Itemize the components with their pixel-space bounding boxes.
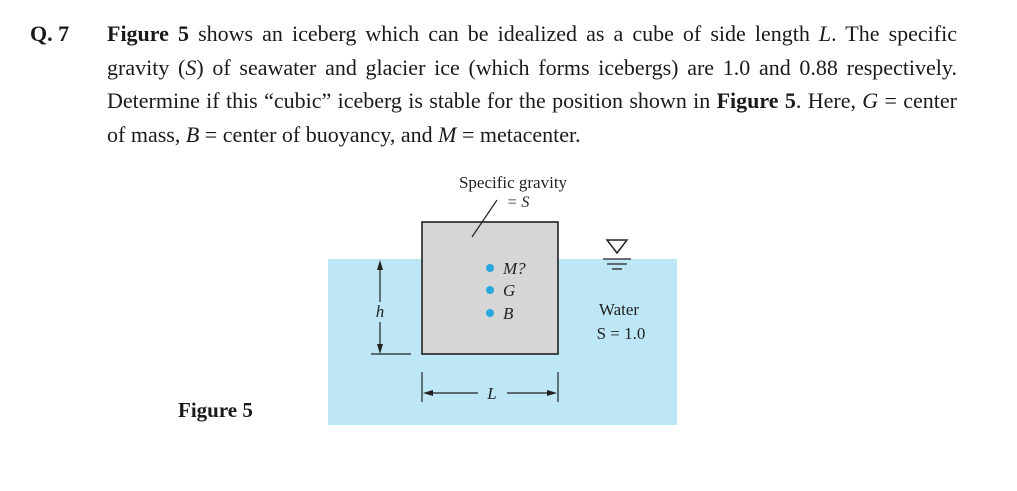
metacenter-label: M? <box>503 259 526 278</box>
center-of-mass-label: G <box>503 281 516 300</box>
specific-gravity-label: Specific gravity <box>458 173 568 192</box>
specific-gravity-value: = S <box>506 194 530 211</box>
center-of-mass-point <box>486 286 494 294</box>
water-label: Water <box>598 300 640 319</box>
question-text-part: G <box>862 88 879 113</box>
question-text-part: Figure 5 <box>107 21 189 46</box>
question-text-part: B <box>185 121 200 147</box>
length-label: L <box>487 384 497 403</box>
question-text-part: = metacenter. <box>456 121 581 147</box>
question-text-part: M <box>438 121 457 147</box>
question-text-part: S <box>185 54 197 80</box>
question-number: Q. 7 <box>30 21 70 46</box>
height-label: h <box>375 302 385 321</box>
question-text-part: . The specific gravity ( <box>107 21 957 80</box>
center-of-buoyancy-label: B <box>503 304 514 323</box>
question-text-part: . Here, <box>795 88 863 113</box>
question-text-part: L <box>818 21 832 46</box>
metacenter-point <box>486 264 494 272</box>
question-text-part: ) of seawater and glacier ice (which forms icebergs) are 1.0 and 0.88 respectively. Determine if this “cubic” iceberg is stable for the position shown in <box>107 54 957 113</box>
question-text-part: = center of buoyancy, and <box>199 121 439 147</box>
water-surface-triangle-icon <box>607 240 627 253</box>
question-text-part: Figure 5 <box>716 88 796 113</box>
water-specific-gravity: S = 1.0 <box>596 324 646 343</box>
center-of-buoyancy-point <box>486 309 494 317</box>
question-text-part: shows an iceberg which can be idealized as a cube of side length <box>189 21 819 46</box>
figure-caption: Figure 5 <box>178 398 253 422</box>
question-text-part: = center of mass, <box>107 88 958 147</box>
